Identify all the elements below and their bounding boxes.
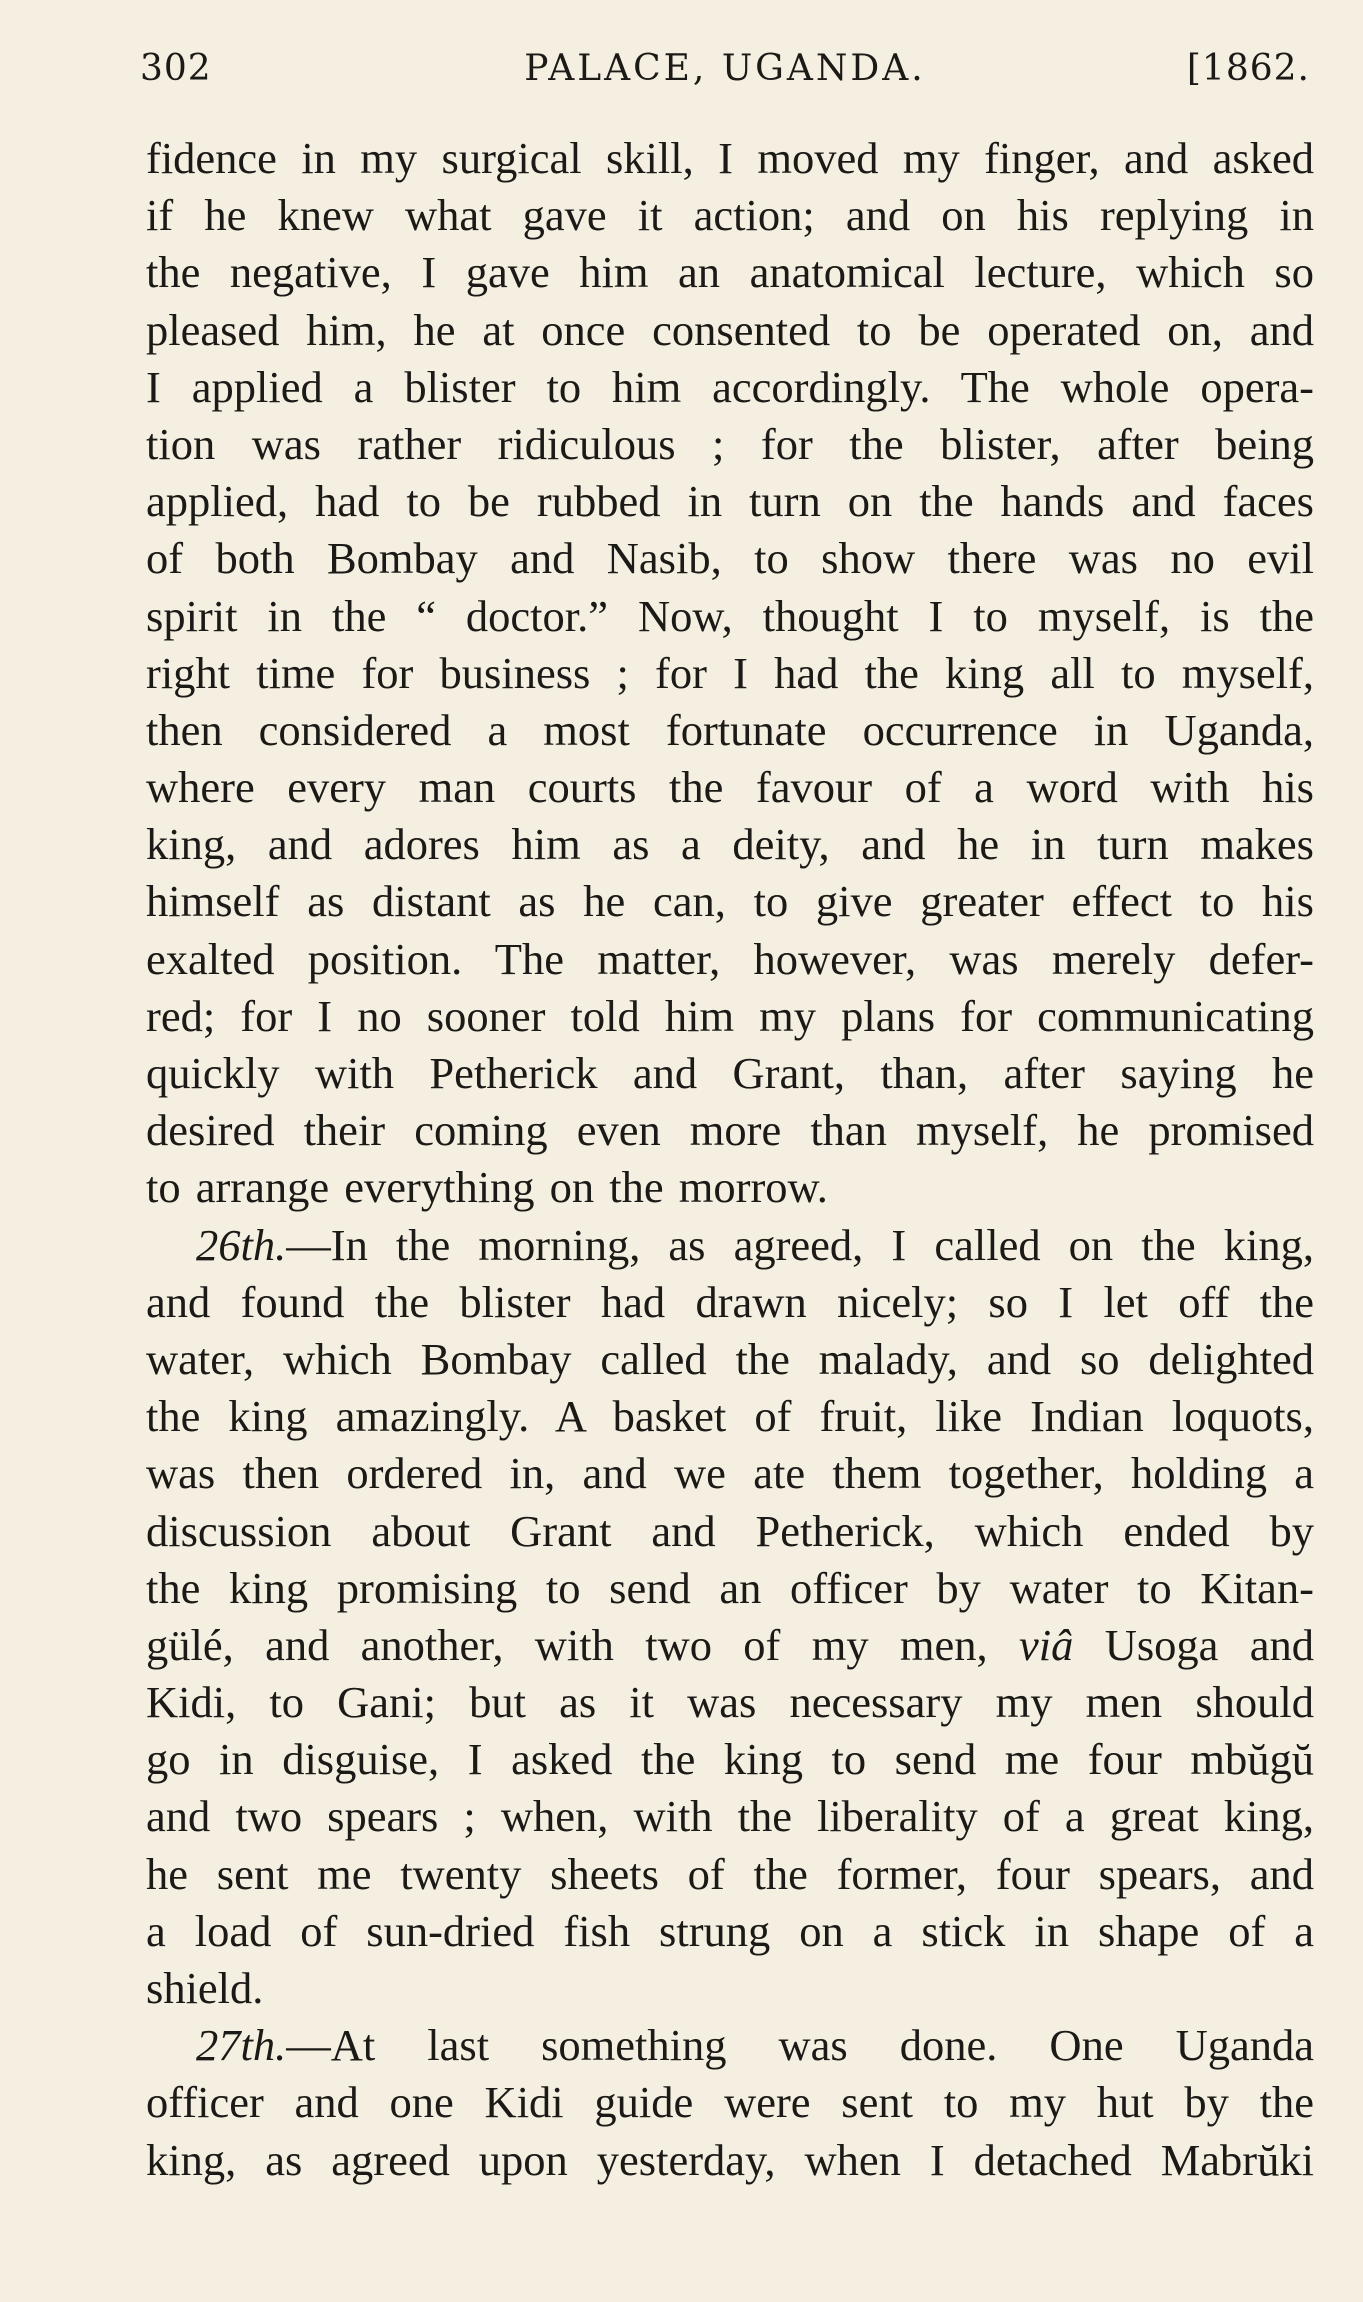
text-line: I applied a blister to him accordingly. The whole opera-: [146, 361, 1314, 412]
italic-via: viâ: [1018, 1619, 1074, 1670]
text-line: fidence in my surgical skill, I moved my finger, and asked: [146, 133, 1314, 183]
text-line: applied, had to be rubbed in turn on the hands and faces: [146, 476, 1314, 527]
text-line: of both Bombay and Nasib, to show there was no evil: [146, 533, 1314, 584]
running-header: [140, 48, 1310, 108]
text-line: shield.: [146, 1963, 264, 2013]
running-title: PALACE, UGANDA.: [524, 48, 926, 89]
text-line: Kidi, to Gani; but as it was necessary my men should: [146, 1677, 1314, 1728]
text-line: to arrange everything on the morrow.: [146, 1162, 828, 1213]
text-line: the king amazingly. A basket of fruit, like Indian loquots,: [146, 1391, 1314, 1442]
text-line: tion was rather ridiculous ; for the blister, after being: [146, 418, 1314, 469]
text-line-via: [146, 1617, 1314, 1674]
text-line: he sent me twenty sheets of the former, four spears, and: [146, 1848, 1314, 1899]
year-marker: [1862.: [1186, 48, 1310, 89]
text-line: if he knew what gave it action; and on his replying in: [146, 190, 1314, 241]
text-line: the negative, I gave him an anatomical lecture, which so: [146, 247, 1314, 298]
text-line: then considered a most fortunate occurrence in Uganda,: [146, 704, 1314, 755]
paragraph-26th-first-line: [146, 1217, 1314, 1274]
text-line: go in disguise, I asked the king to send me four mbŭgŭ: [146, 1734, 1314, 1785]
text-line: officer and one Kidi guide were sent to my hut by the: [146, 2077, 1314, 2128]
text-line: a load of sun-dried fish strung on a stick in shape of a: [146, 1905, 1314, 1956]
text-line: himself as distant as he can, to give greater effect to his: [146, 876, 1314, 927]
text-line: discussion about Grant and Petherick, which ended by: [146, 1505, 1314, 1556]
text-fragment: Usoga and: [1073, 1619, 1314, 1670]
text-fragment: —At last something was done. One Uganda: [286, 2020, 1314, 2071]
date-26th: 26th.: [196, 1219, 287, 1270]
text-line: where every man courts the favour of a word with his: [146, 762, 1314, 813]
text-line: the king promising to send an officer by water to Kitan-: [146, 1562, 1314, 1613]
text-line: was then ordered in, and we ate them together, holding a: [146, 1448, 1314, 1499]
text-line: pleased him, he at once consented to be operated on, and: [146, 304, 1314, 355]
text-fragment: —In the morning, as agreed, I called on the king,: [286, 1219, 1314, 1270]
paragraph-27th-first-line: [146, 2017, 1314, 2074]
body-text: [146, 130, 1314, 2189]
text-line: red; for I no sooner told him my plans for communicating: [146, 990, 1314, 1041]
text-fragment: gülé, and another, with two of my men,: [146, 1619, 1019, 1670]
text-line: and two spears ; when, with the liberality of a great king,: [146, 1791, 1314, 1842]
text-line: exalted position. The matter, however, was merely defer-: [146, 933, 1314, 984]
text-line: quickly with Petherick and Grant, than, after saying he: [146, 1048, 1314, 1098]
text-line: desired their coming even more than myself, he promised: [146, 1105, 1314, 1156]
text-line: water, which Bombay called the malady, and so delighted: [146, 1333, 1314, 1384]
text-line: king, as agreed upon yesterday, when I detached Mabrŭki: [146, 2134, 1314, 2185]
text-line: spirit in the “ doctor.” Now, thought I to myself, is the: [146, 590, 1314, 641]
text-line: and found the blister had drawn nicely; so I let off the: [146, 1276, 1314, 1327]
page-number: 302: [140, 48, 212, 89]
text-line: right time for business ; for I had the king all to myself,: [146, 647, 1314, 698]
text-line: king, and adores him as a deity, and he in turn makes: [146, 819, 1314, 870]
date-27th: 27th.: [196, 2020, 287, 2071]
